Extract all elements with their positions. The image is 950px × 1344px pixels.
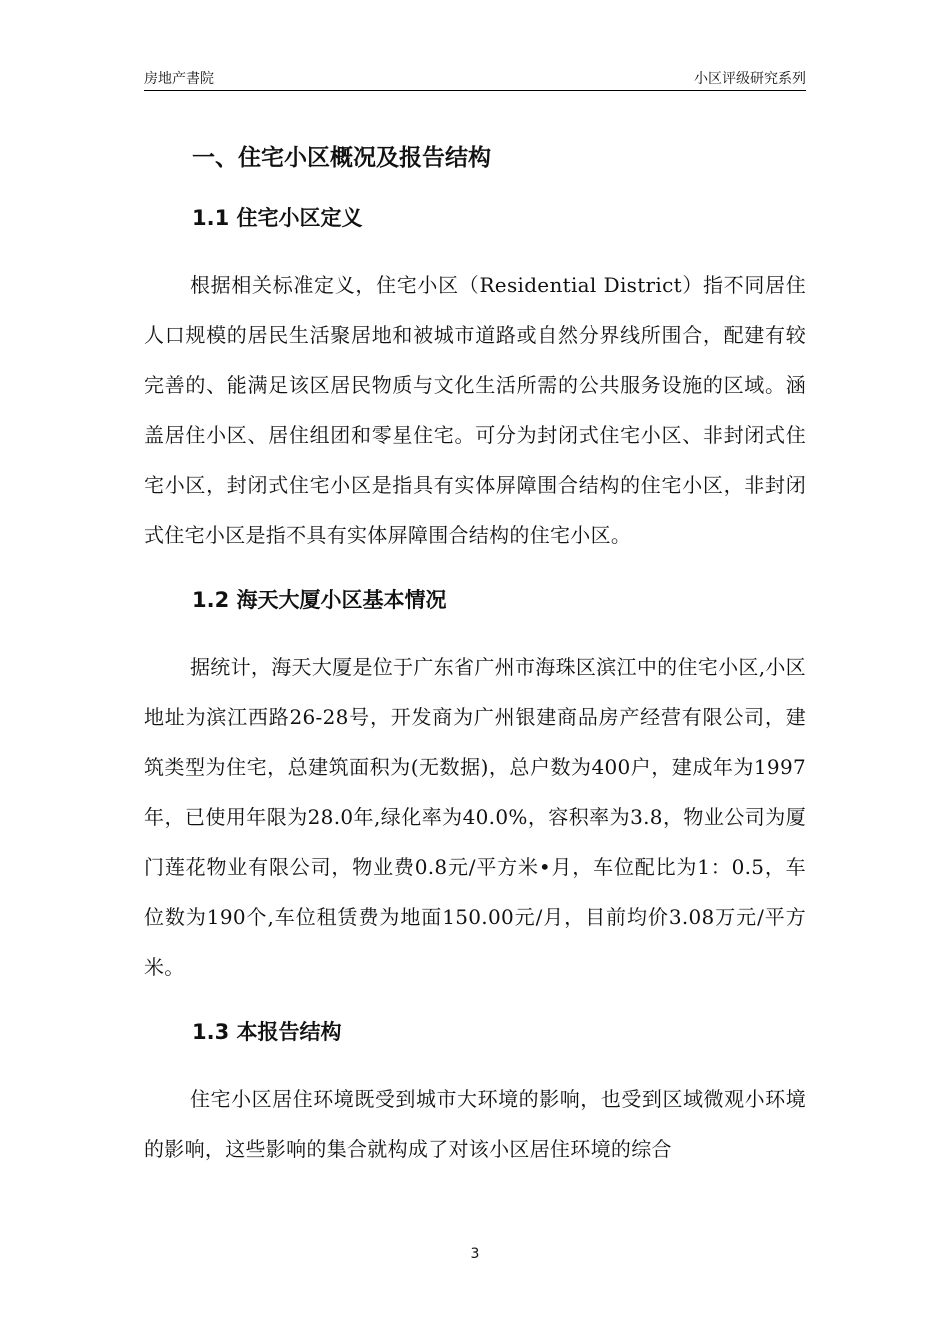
header-left-title: 房地产書院 — [144, 71, 214, 87]
section-1-1-title: 1.1 住宅小区定义 — [192, 206, 363, 230]
chapter-title: 一、住宅小区概况及报告结构 — [192, 145, 491, 171]
section-1-3-title: 1.3 本报告结构 — [192, 1020, 342, 1044]
header-right-series: 小区评级研究系列 — [694, 71, 806, 87]
section-1-1-paragraph: 根据相关标准定义，住宅小区（Residential District）指不同居住人口规模的居民生活聚居地和被城市道路或自然分界线所围合，配建有较完善的、能满足该区居民物质与文化生活所需的公共服务设施的区域。涵盖居住小区、居住组团和零星住宅。可分为封闭式住宅小区、非封闭式住宅小区，封闭式住宅小区是指具有实体屏障围合结构的住宅小区，非封闭式住宅小区是指不具有实体屏障围合结构的住宅小区。 — [144, 273, 806, 547]
section-1-2-paragraph: 据统计，海天大厦是位于广东省广州市海珠区滨江中的住宅小区,小区地址为滨江西路26-28号，开发商为广州银建商品房产经营有限公司，建筑类型为住宅，总建筑面积为(无数据)，总户数为400户，建成年为1997年，已使用年限为28.0年,绿化率为40.0%，容积率为3.8，物业公司为厦门莲花物业有限公司，物业费0.8元/平方米•月，车位配比为1：0.5，车位数为190个,车位租赁费为地面150.00元/月，目前均价3.08万元/平方米。 — [144, 655, 806, 979]
document-body — [144, 138, 806, 1174]
page-number: 3 — [470, 1246, 480, 1262]
page-header — [144, 66, 806, 91]
section-1-3-paragraph: 住宅小区居住环境既受到城市大环境的影响，也受到区域微观小环境的影响，这些影响的集合就构成了对该小区居住环境的综合 — [144, 1087, 806, 1161]
section-1-2-title: 1.2 海天大厦小区基本情况 — [192, 588, 447, 612]
